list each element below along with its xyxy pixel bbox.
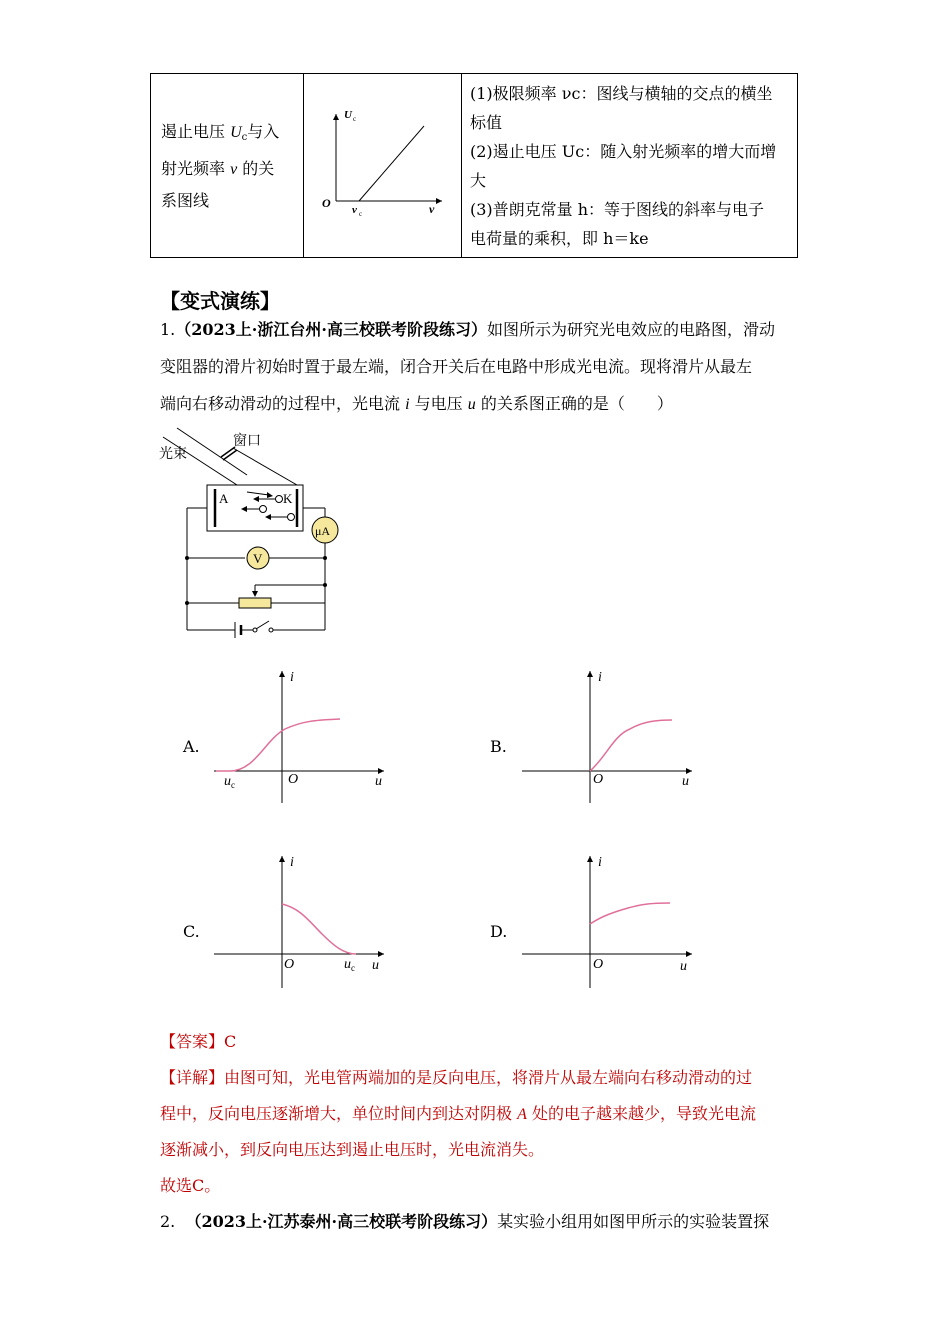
- option-c-letter[interactable]: C.: [183, 922, 200, 941]
- stop-voltage-label: u: [224, 774, 231, 789]
- photoelectric-circuit-diagram: [155, 425, 355, 640]
- conclusion-line: 故选C。: [160, 1176, 221, 1195]
- x-axis-label: ν: [429, 202, 435, 216]
- explanation-line-1: 【详解】由图可知，光电管两端加的是反向电压，将滑片从最左端向右移动滑动的过: [160, 1068, 753, 1087]
- q1-line-1: [160, 315, 775, 344]
- explanation-tag: 【详解】: [160, 1068, 225, 1087]
- option-b-graph[interactable]: [518, 665, 698, 805]
- current-curve: [590, 720, 672, 771]
- uc-vs-frequency-graph: [304, 74, 461, 253]
- q1-source: （2023上·浙江台州·高三校联考阶段练习）: [175, 320, 487, 339]
- y-axis-sub: c: [353, 115, 357, 123]
- y-axis-label: i: [290, 855, 294, 870]
- electron: [288, 514, 295, 521]
- y-axis-label: i: [290, 670, 294, 685]
- note-1: (1)极限频率 νc：图线与横轴的交点的横坐标值: [470, 83, 773, 132]
- explanation-line-2: 程中，反向电压逐渐增大，单位时间内到达对阴极 A 处的电子越来越少，导致光电流: [160, 1104, 756, 1123]
- origin-label: O: [284, 957, 295, 972]
- graph-line: [359, 126, 424, 201]
- stop-voltage-sub: c: [231, 780, 235, 790]
- option-a-graph[interactable]: [210, 665, 390, 805]
- summary-table: [150, 73, 798, 258]
- q2-source: （2023上·江苏泰州·高三校联考阶段练习）: [185, 1212, 498, 1231]
- stop-voltage-label: u: [344, 957, 351, 972]
- origin-label: O: [593, 772, 604, 787]
- switch-icon: [256, 621, 269, 629]
- current-curve: [282, 904, 356, 954]
- x-axis-label: u: [375, 774, 382, 789]
- answer-value: C: [224, 1032, 237, 1051]
- voltmeter-label: V: [253, 551, 263, 566]
- origin-label: O: [322, 196, 331, 210]
- cutoff-label: ν: [352, 204, 357, 216]
- anode-label: A: [219, 491, 229, 506]
- q2-line-1: [160, 1207, 769, 1236]
- q2-number: 2.: [160, 1212, 176, 1231]
- beam-label: 光束: [159, 446, 187, 462]
- current-curve: [216, 719, 340, 771]
- current-curve: [590, 903, 670, 924]
- cathode-label: K: [283, 491, 293, 506]
- window-mark: [223, 450, 237, 460]
- explanation-line-3: 逐渐减小，到反向电压达到遏止电压时，光电流消失。: [160, 1140, 545, 1159]
- x-axis-label: u: [682, 774, 689, 789]
- electron: [276, 496, 283, 503]
- answer-tag: 【答案】: [160, 1032, 225, 1051]
- electron: [260, 506, 267, 513]
- rheostat-icon: [239, 598, 271, 608]
- x-axis-label: u: [372, 958, 379, 973]
- table-row: [151, 74, 798, 258]
- q1-line-2: 变阻器的滑片初始时置于最左端，闭合开关后在电路中形成光电流。现将滑片从最左: [160, 357, 753, 376]
- x-axis-label: u: [680, 959, 687, 974]
- option-d-graph[interactable]: [518, 850, 698, 990]
- cutoff-sub: c: [359, 210, 363, 218]
- option-d-letter[interactable]: D.: [490, 922, 508, 941]
- q2-stem: 某实验小组用如图甲所示的实验装置探: [497, 1212, 770, 1231]
- y-axis-label: i: [598, 670, 602, 685]
- origin-label: O: [288, 772, 299, 787]
- uc-nu-graph-cell: [304, 74, 462, 258]
- window-label: 窗口: [233, 433, 261, 449]
- q1-line-3: 端向右移动滑动的过程中，光电流 i 与电压 u 的关系图正确的是（ ）: [160, 394, 673, 413]
- section-title: 【变式演练】: [160, 289, 280, 313]
- stop-voltage-sub: c: [351, 963, 355, 973]
- row-label: 遏止电压 $U_c$与入 射光频率 ν 的关 系图线: [151, 74, 304, 258]
- microammeter-label: μA: [315, 524, 331, 538]
- option-c-graph[interactable]: [210, 850, 390, 990]
- option-b-letter[interactable]: B.: [490, 737, 507, 756]
- y-axis-label: i: [598, 855, 602, 870]
- tube-edge: [233, 448, 297, 485]
- note-2: (2)遏止电压 Uc：随入射光频率的增大而增大: [470, 141, 777, 190]
- origin-label: O: [593, 957, 604, 972]
- q1-stem-1: 如图所示为研究光电效应的电路图，滑动: [486, 320, 775, 339]
- y-axis-label: U: [344, 109, 352, 121]
- option-a-letter[interactable]: A.: [183, 737, 200, 756]
- answer-line: [160, 1027, 236, 1056]
- q1-number: 1.: [160, 320, 176, 339]
- note-3: (3)普朗克常量 h：等于图线的斜率与电子电荷量的乘积，即 h＝ke: [470, 199, 765, 248]
- row-notes: [462, 74, 798, 258]
